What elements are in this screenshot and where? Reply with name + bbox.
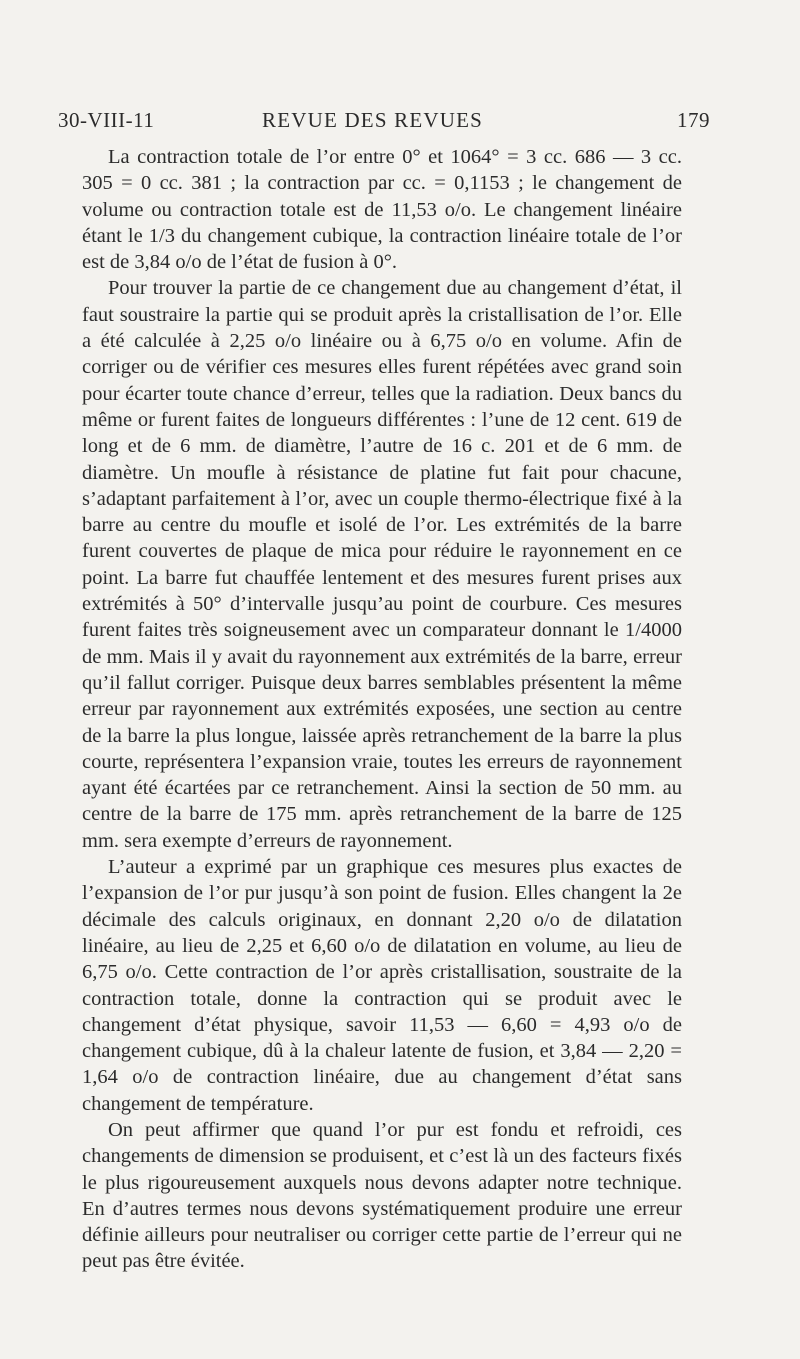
paragraph-1: La contraction totale de l’or entre 0° et 1064° = 3 cc. 686 — 3 cc. 305 = 0 cc. 381 ; la contraction par cc. = 0,1153 ; le changement de volume ou contraction totale est de 11,53 o/o. Le changement linéaire étant le 1/3 du changement cubique, la contraction linéaire totale de l’or est de 3,84 o/o de l’état de fusion à 0°. bbox=[82, 146, 682, 274]
running-head bbox=[58, 108, 710, 144]
article-body bbox=[82, 144, 682, 1275]
page bbox=[58, 108, 710, 1275]
paragraph-2: Pour trouver la partie de ce changement due au changement d’état, il faut soustraire la partie qui se produit après la cristallisation de l’or. Elle a été calculée à 2,25 o/o linéaire ou à 6,75 o/o en volume. Afin de corriger ou de vérifier ces mesures elles furent répétées avec grand soin pour écarter toute chance d’erreur, telles que la radiation. Deux bancs du même or furent faites de longueurs différentes : l’une de 12 cent. 619 de long et de 6 mm. de diamètre, l’autre de 16 c. 201 et de 6 mm. de diamètre. Un moufle à résistance de platine fut fait pour chacune, s’adaptant parfaitement à l’or, avec un couple thermo-électrique fixé à la barre au centre du moufle et isolé de l’or. Les extrémités de la barre furent couvertes de plaque de mica pour réduire le rayonnement en ce point. La barre fut chauffée lentement et des mesures furent prises aux extrémités à 50° d’intervalle jusqu’au point de courbure. Ces mesures furent faites très soigneusement avec un comparateur donnant le 1/4000 de mm. Mais il y avait du rayonnement aux extrémités de la barre, erreur qu’il fallut corriger. Puisque deux barres semblables présentent la même erreur par rayonnement aux extrémités exposées, une section au centre de la barre la plus longue, laissée après retranchement de la barre la plus courte, représentera l’expansion vraie, toutes les erreurs de rayonnement ayant été écartées par ce retranchement. Ainsi la section de 50 mm. au centre de la barre de 175 mm. après retranchement de la barre de 125 mm. sera exempte d’erreurs de rayonnement. bbox=[82, 277, 682, 852]
header-journal-title: REVUE DES REVUES bbox=[262, 108, 484, 132]
header-date: 30-VIII-11 bbox=[58, 108, 155, 132]
paragraph-4: On peut affirmer que quand l’or pur est fondu et refroidi, ces changements de dimension se produisent, et c’est là un des facteurs fixés le plus rigoureusement auxquels nous devons adapter notre technique. En d’autres termes nous devons systématiquement produire une erreur définie ailleurs pour neutraliser ou corriger cette partie de l’erreur qui ne peut pas être évitée. bbox=[82, 1118, 682, 1273]
page-number: 179 bbox=[677, 108, 710, 132]
paragraph-3: L’auteur a exprimé par un graphique ces mesures plus exactes de l’expansion de l’or pur jusqu’à son point de fusion. Elles changent la 2e décimale des calculs originaux, en donnant 2,20 o/o de dilatation linéaire, au lieu de 2,25 et 6,60 o/o de dilatation en volume, au lieu de 6,75 o/o. Cette contraction de l’or après cristallisation, soustraite de la contraction totale, donne la contraction qui se produit avec le changement d’état physique, savoir 11,53 — 6,60 = 4,93 o/o de changement cubique, dû à la chaleur latente de fusion, et 3,84 — 2,20 = 1,64 o/o de contraction linéaire, due au changement d’état sans changement de température. bbox=[82, 856, 682, 1115]
